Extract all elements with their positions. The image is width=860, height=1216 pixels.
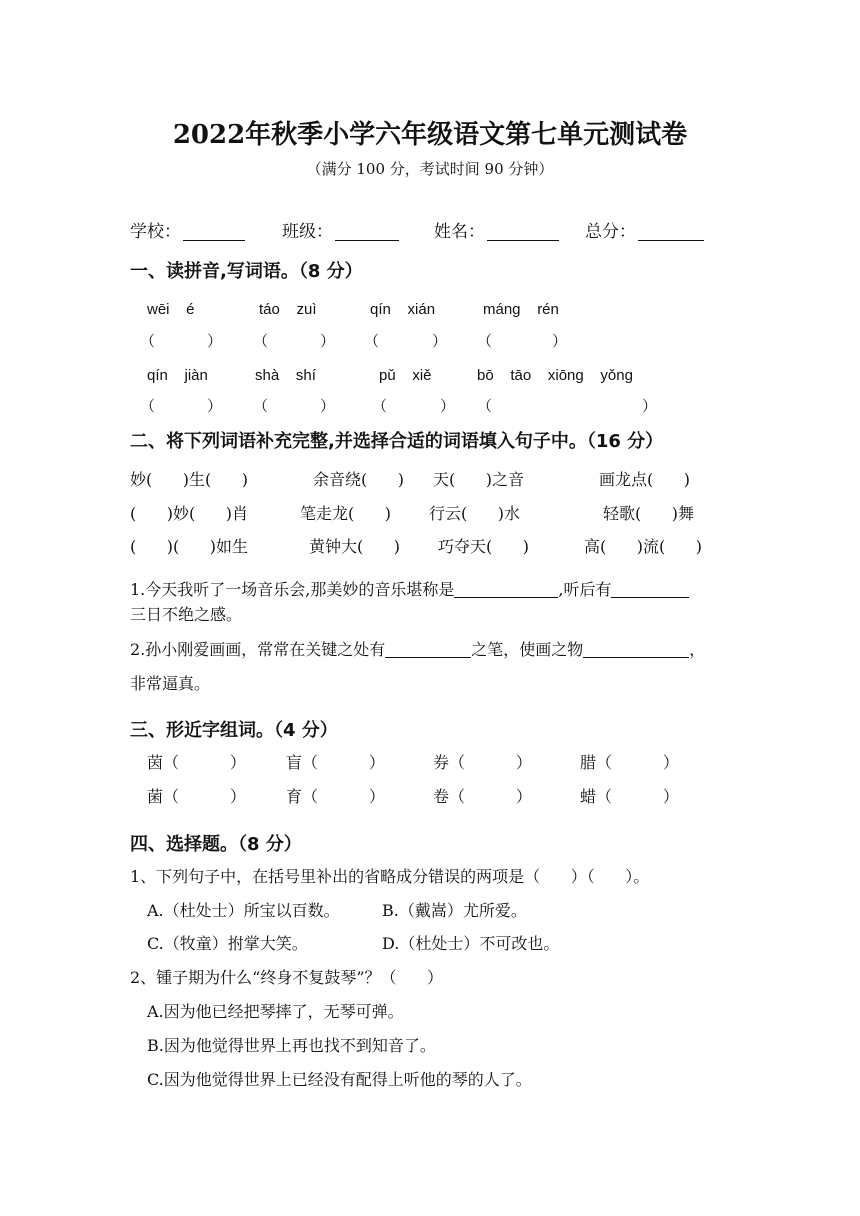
option-d[interactable]: D.（杜处士）不可改也。 bbox=[382, 934, 560, 953]
idiom-item: 余音绕( ) bbox=[313, 470, 405, 489]
answer-paren-right: ） bbox=[207, 332, 223, 350]
option-b[interactable]: B.（戴嵩）尤所爱。 bbox=[382, 901, 527, 920]
section-3-heading: 三、形近字组词。（4 分） bbox=[130, 720, 338, 741]
idiom-item: 画龙点( ) bbox=[599, 470, 691, 489]
answer-paren-left: （ bbox=[253, 397, 269, 415]
idiom-item: 轻歌( )舞 bbox=[603, 504, 695, 523]
school-field bbox=[130, 224, 245, 241]
fill-blank[interactable] bbox=[583, 642, 689, 658]
option-c[interactable]: C.因为他觉得世界上已经没有配得上听他的琴的人了。 bbox=[147, 1070, 532, 1089]
char-item: 卷（ ） bbox=[433, 787, 532, 806]
char-item: 盲（ ） bbox=[286, 753, 385, 772]
answer-paren-left: （ bbox=[140, 332, 156, 350]
sentence-text: 2.孙小刚爱画画，常常在关键之处有 bbox=[130, 640, 386, 659]
idiom-item: 黄钟大( ) bbox=[309, 537, 401, 556]
idiom-item: 天( )之音 bbox=[433, 470, 525, 489]
char-item: 券（ ） bbox=[433, 753, 532, 772]
char-item: 茵（ ） bbox=[147, 753, 246, 772]
section-4-heading: 四、选择题。（8 分） bbox=[130, 834, 302, 855]
char-item: 育（ ） bbox=[286, 787, 385, 806]
page-title: 2022年秋季小学六年级语文第七单元测试卷 bbox=[172, 120, 688, 150]
pinyin-item: shà shí bbox=[255, 367, 316, 384]
sentence-text: ， bbox=[689, 640, 706, 659]
answer-paren-right: ） bbox=[320, 332, 336, 350]
sentence-2 bbox=[130, 642, 705, 658]
char-item: 菌（ ） bbox=[147, 787, 246, 806]
pinyin-item: qín xián bbox=[370, 301, 436, 318]
pinyin-item: wēi é bbox=[147, 301, 195, 318]
idiom-item: 笔走龙( ) bbox=[300, 504, 392, 523]
pinyin-item: máng rén bbox=[483, 301, 559, 318]
answer-paren-right: ） bbox=[552, 332, 568, 350]
idiom-item: 行云( )水 bbox=[429, 504, 521, 523]
idiom-item: ( )( )如生 bbox=[130, 537, 249, 556]
answer-paren-left: （ bbox=[364, 332, 380, 350]
pinyin-item: qín jiàn bbox=[147, 367, 208, 384]
section-1-heading: 一、读拼音,写词语。（8 分） bbox=[130, 261, 363, 282]
idiom-item: 妙( )生( ) bbox=[130, 470, 249, 489]
answer-paren-right: ） bbox=[320, 397, 336, 415]
school-label: 学校： bbox=[130, 222, 181, 242]
name-field bbox=[434, 224, 559, 241]
sentence-text: 之笔，使画之物 bbox=[471, 640, 584, 659]
sentence-text: 1.今天我听了一场音乐会,那美妙的音乐堪称是 bbox=[130, 580, 455, 599]
option-b[interactable]: B.因为他觉得世界上再也找不到知音了。 bbox=[147, 1036, 436, 1055]
sentence-2-cont: 非常逼真。 bbox=[130, 674, 211, 693]
answer-paren-right: ） bbox=[440, 397, 456, 415]
pinyin-item: táo zuì bbox=[259, 301, 317, 318]
question-2: 2、锺子期为什么“终身不复鼓琴”？（ ） bbox=[130, 968, 444, 987]
total-field bbox=[585, 224, 704, 241]
pinyin-item: bō tāo xiōng yǒng bbox=[477, 367, 633, 384]
answer-paren-right: ） bbox=[432, 332, 448, 350]
option-a[interactable]: A.因为他已经把琴摔了，无琴可弹。 bbox=[147, 1002, 404, 1021]
section-2-heading: 二、将下列词语补充完整,并选择合适的词语填入句子中。（16 分） bbox=[130, 431, 664, 452]
char-item: 腊（ ） bbox=[580, 753, 679, 772]
question-1: 1、下列句子中，在括号里补出的省略成分错误的两项是（ ）（ ）。 bbox=[130, 867, 650, 886]
answer-paren-left: （ bbox=[477, 332, 493, 350]
answer-paren-left: （ bbox=[140, 397, 156, 415]
answer-paren-right: ） bbox=[207, 397, 223, 415]
fill-blank[interactable] bbox=[385, 642, 471, 658]
answer-paren-right: ） bbox=[642, 397, 658, 415]
total-blank[interactable] bbox=[638, 224, 704, 241]
answer-paren-left: （ bbox=[372, 397, 388, 415]
option-a[interactable]: A.（杜处士）所宝以百数。 bbox=[147, 901, 340, 920]
idiom-item: 巧夺天( ) bbox=[438, 537, 530, 556]
option-c[interactable]: C.（牧童）拊掌大笑。 bbox=[147, 934, 308, 953]
page-subtitle: （满分 100 分，考试时间 90 分钟） bbox=[306, 160, 554, 178]
pinyin-item: pǔ xiě bbox=[379, 367, 432, 384]
idiom-item: ( )妙( )肖 bbox=[130, 504, 249, 523]
name-blank[interactable] bbox=[487, 224, 559, 241]
sentence-text: ,听后有 bbox=[558, 580, 612, 599]
class-blank[interactable] bbox=[335, 224, 399, 241]
total-label: 总分： bbox=[585, 222, 636, 242]
answer-paren-left: （ bbox=[477, 397, 493, 415]
char-item: 蜡（ ） bbox=[580, 787, 679, 806]
name-label: 姓名： bbox=[434, 222, 485, 242]
fill-blank[interactable] bbox=[611, 582, 689, 598]
class-field bbox=[282, 224, 399, 241]
sentence-1 bbox=[130, 582, 689, 598]
sentence-1-cont: 三日不绝之感。 bbox=[130, 605, 243, 624]
answer-paren-left: （ bbox=[253, 332, 269, 350]
class-label: 班级： bbox=[282, 222, 333, 242]
idiom-item: 高( )流( ) bbox=[584, 537, 703, 556]
fill-blank[interactable] bbox=[454, 582, 558, 598]
school-blank[interactable] bbox=[183, 224, 245, 241]
